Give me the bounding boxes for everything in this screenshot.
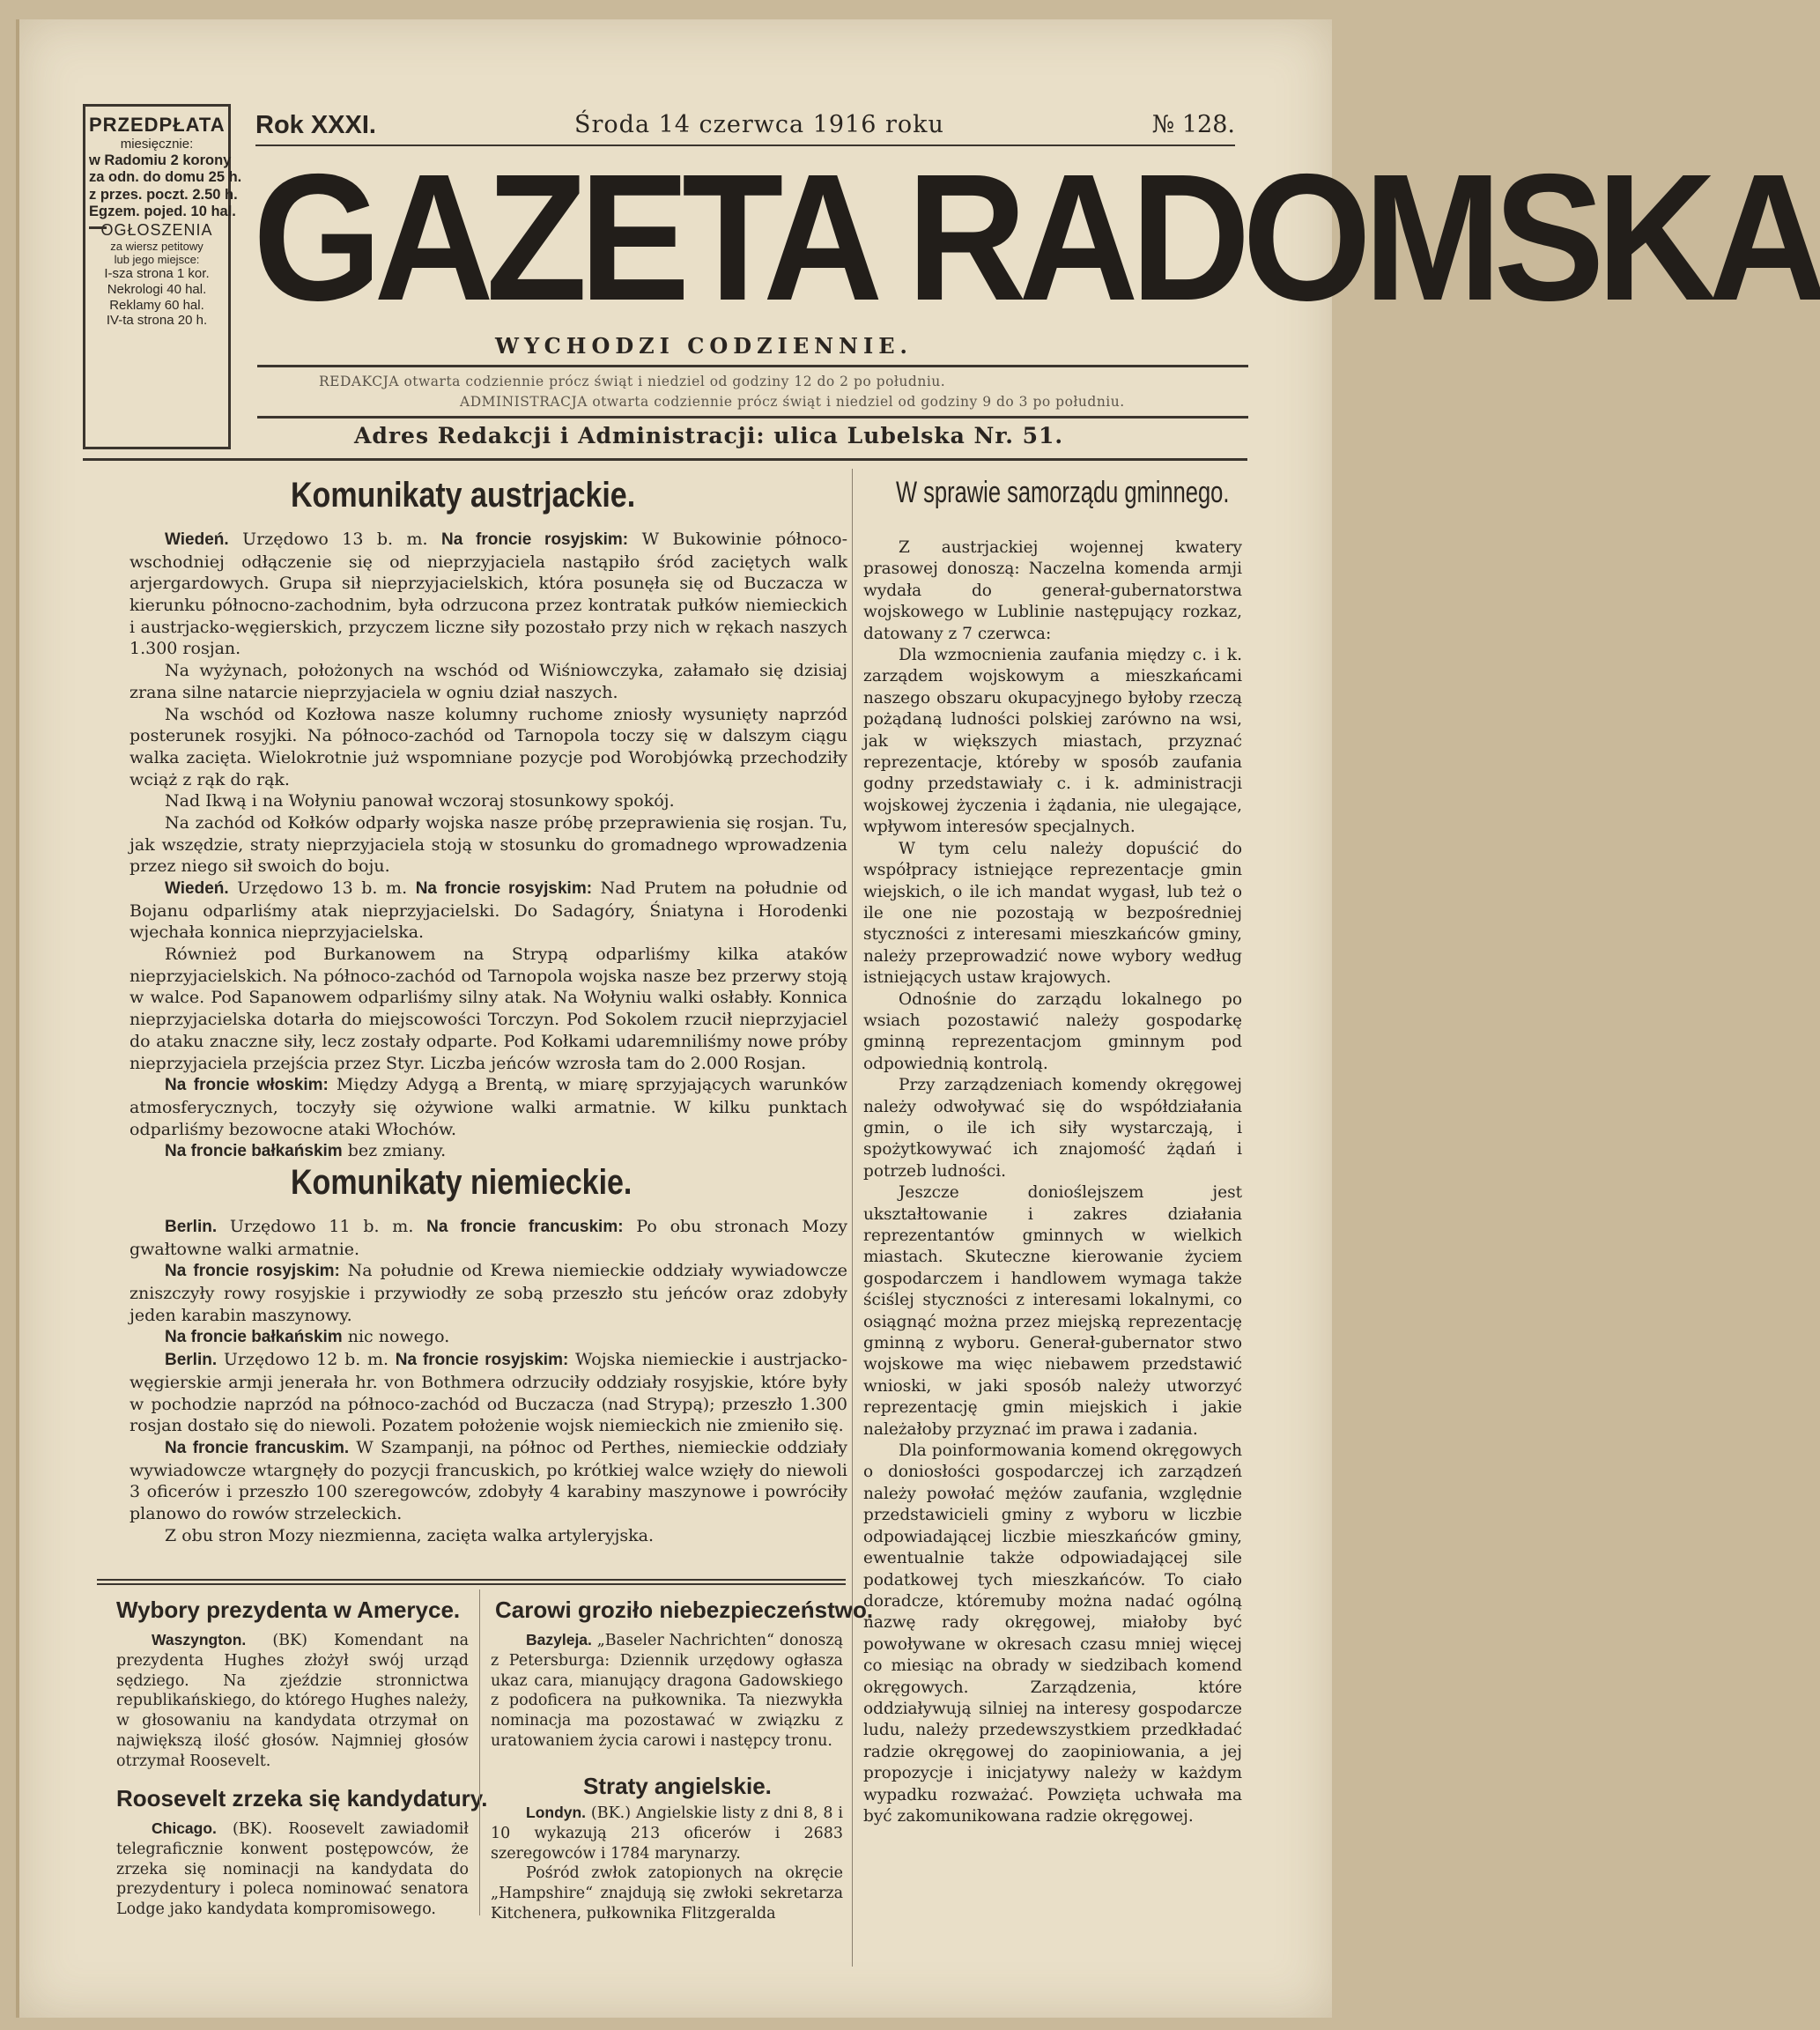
ads-line: Reklamy 60 hal. — [109, 297, 204, 313]
text: Urzędowo 12 b. m. — [217, 1350, 396, 1370]
paragraph: Nad Ikwą i na Wołyniu panował wczoraj stosunkowy spokój. — [165, 791, 675, 811]
headline-german: Komunikaty niemieckie. — [291, 1163, 633, 1202]
text: Nad Prutem na południe od Bojanu odparliśmy atak nieprzyjacielski. Do Sadagóry, Śniatyna i Horodenki wjechała konnica nieprzyjacielska. — [129, 878, 847, 943]
text: Urzędowo 13 b. m. — [228, 878, 416, 898]
subscription-line: Egzem. pojed. 10 hal. — [89, 204, 236, 220]
article-german — [129, 1216, 847, 1546]
paragraph: Pośród zwłok zatopionych na okręcie „Hampshire“ znajdują się zwłoki sekretarza Kitchenera, pułkownika Flitzgeralda — [491, 1864, 843, 1923]
volume-year: Rok XXXI. — [255, 111, 376, 139]
article-selfgov — [863, 537, 1242, 1827]
front-label: Na froncie rosyjskim: — [415, 879, 593, 898]
text: nic nowego. — [342, 1327, 450, 1347]
ads-line: I-sza strona 1 kor. — [104, 266, 210, 282]
subscription-line: z przes. poczt. 2.50 h. — [89, 186, 238, 203]
paragraph: Również pod Burkanowem na Strypą odparliśmy kilka ataków nieprzyjacielskich. Na północo-zachód od Tarnopola wojska nasze bez przerwy stoją w walce. Pod Sapanowem odparliśmy silny atak. Na Wołyniu walki osłabły. Konnica nieprzyjacielska dotarła do miejscowości Torczyn. Pod Sokolem rzucił nieprzyjaciel do ataku znaczne siły, lecz zostały odparte. Pod Kołkami udaremniliśmy nowe próby nieprzyjaciela przejścia przez Styr. Liczba jeńców wzrosła tam do 2.000 Rosjan. — [129, 945, 847, 1073]
header-rule — [257, 365, 1248, 367]
headline-losses: Straty angielskie. — [583, 1773, 772, 1799]
paragraph: Z austrjackiej wojennej kwatery prasowej donoszą: Naczelna komenda armji wydała do generał-gubernatorstwa wojskowego w Lublinie następujący rozkaz, datowany z 7 czerwca: — [863, 538, 1242, 643]
text: Urzędowo 11 b. m. — [217, 1217, 427, 1236]
headline-austrian: Komunikaty austrjackie. — [291, 476, 636, 515]
address-line: Adres Redakcji i Administracji: ulica Lubelska Nr. 51. — [354, 423, 1064, 448]
headline-selfgov: W sprawie samorządu gminnego. — [896, 476, 1230, 509]
tagline: WYCHODZI CODZIENNIE. — [495, 333, 913, 359]
paragraph: Odnośnie do zarządu lokalnego po wsiach pozostawić należy gospodarkę gminną reprezentacjom gminnym pod odpowiednią kontrolą. — [863, 989, 1242, 1073]
headline-roosevelt: Roosevelt zrzeka się kandydatury. — [116, 1785, 488, 1811]
front-label: Na froncie francuskim: — [426, 1218, 624, 1236]
newspaper-page — [16, 19, 1820, 2018]
front-label: Na froncie rosyjskim: — [395, 1351, 569, 1370]
place-label: Wiedeń. — [165, 530, 229, 549]
admin-hours: ADMINISTRACJA otwarta codziennie prócz świąt i niedziel od godziny 9 do 3 po południu. — [460, 394, 1125, 410]
text: Między Adygą a Brentą, w miarę sprzyjających warunków atmosferycznych, toczyły się ożywione walki armatnie. W kilku punktach odparliśmy bezowocne ataki Włochów. — [129, 1075, 847, 1139]
text: Urzędowo 13 b. m. — [228, 530, 442, 549]
ads-line: Nekrologi 40 hal. — [107, 282, 207, 298]
text: bez zmiany. — [342, 1141, 447, 1161]
front-label: Na froncie rosyjskim: — [165, 1262, 340, 1281]
text: (BK.) Angielskie listy z dni 8, 8 i 10 wykazują 213 oficerów i 2683 szeregowców i 1784 marynarzy. — [491, 1804, 843, 1863]
text: Na południe od Krewa niemieckie oddziały wywiadowcze zniszczyły rowy rosyjskie i przywiodły ze sobą przeszło stu jeńców oraz zdobyły jeden karabin maszynowy. — [129, 1261, 847, 1325]
place-label: Waszyngton. — [152, 1631, 247, 1648]
divider — [89, 226, 107, 229]
text: W Szampanji, na północ od Perthes, niemieckie oddziały wywiadowcze wtargnęły do pozycji francuskich, po krótkiej walce wzięły do niewoli 3 oficerów i przeszło 100 szeregowców, zdobyły 4 karabiny maszynowe i powróciły planowo do rowów strzeleckich. — [129, 1437, 848, 1523]
text: Po obu stronach Mozy gwałtowne walki armatnie. — [129, 1217, 847, 1259]
place-label: Wiedeń. — [165, 879, 229, 898]
headline-elections: Wybory prezydenta w Ameryce. — [116, 1597, 461, 1623]
text: Wojska niemieckie i austrjacko-węgierskie armji jenerała hr. von Bothmera odrzuciły oddziały rosyjskie, które były w pochodzie naprzód na północo-zachód od Buczacza (nad Strypą); przeszło 1.300 rosjan dostało się do niewoli. Pozatem położenie wojsk niemieckich nie zmieniło się. — [129, 1350, 847, 1436]
subscription-title: PRZEDPŁATA — [89, 114, 226, 136]
text: „Baseler Nachrichten“ donoszą z Petersburga: Dziennik urzędowy ogłasza ukaz cara, mianujący dragona Gadowskiego z podoficera na pułkownika. Ta niezwykła nominacja ma pozostawać w związku z uratowaniem życia carowi i następcy tronu. — [491, 1632, 843, 1750]
subscription-line: w Radomiu 2 korony — [89, 152, 232, 168]
paragraph: W tym celu należy dopuścić do współpracy istniejące reprezentacje gmin wiejskich, o ile ich mandat wygasł, lub też o ile one nie pozostają w bezpośredniej styczności z interesami mieszkańców gminy, należy przeprowadzić nowe wybory według istniejących ustaw krajowych. — [863, 839, 1242, 988]
column-divider — [852, 469, 853, 1967]
place-label: Berlin. — [165, 1351, 218, 1370]
headline-tsar: Carowi groziło niebezpieczeństwo. — [495, 1597, 874, 1623]
header-rule — [257, 416, 1248, 419]
masthead-title: GAZETA RADOMSKA — [253, 137, 1820, 338]
column-divider — [479, 1589, 480, 1915]
text: (BK) Komendant na prezydenta Hughes złożył swój urząd sędziego. Na zjeździe stronnictwa republikańskiego, do którego Hughes należy, w głosowaniu na kandydata otrzymał on największą ilość głosów. Najmniej głosów otrzymał Roosevelt. — [116, 1632, 469, 1770]
paragraph: Jeszcze donioślejszem jest ukształtowanie i zakres działania reprezentantów gminnych w wielkich miastach. Skuteczne kierowanie życiem gospodarczem i handlowem wymaga także ściślej styczności z interesami lokalnymi, co osiągnąć można przez miejską reprezentację gminną z wyboru. Generał-gubernator stwo wojskowe ma więc niebawem przedstawić wnioski, w jaki sposób należy utworzyć reprezentację gmin miejskich i jakie należałoby przyznać im prawa i zadania. — [863, 1183, 1242, 1439]
place-label: Bazyleja. — [526, 1631, 592, 1648]
subscription-line: za odn. do domu 25 h. — [89, 169, 242, 186]
subscription-box — [83, 104, 242, 449]
editorial-hours: REDAKCJA otwarta codziennie prócz świąt i niedziel od godziny 12 do 2 po południu. — [319, 374, 946, 389]
front-label: Na froncie włoskim: — [165, 1076, 329, 1095]
text: (BK). Roosevelt zawiadomił telegraficznie konwent postępowców, że zrzeka się nominacji na kandydata do prezydentury i poleca nominować senatora Lodge jako kandydata kompromisowego. — [116, 1820, 469, 1918]
front-label: Na froncie bałkańskim — [165, 1142, 343, 1161]
place-label: Londyn. — [526, 1804, 587, 1821]
article-roosevelt — [116, 1819, 469, 1920]
section-rule — [97, 1579, 846, 1585]
paragraph: Dla poinformowania komend okręgowych o doniosłości gospodarczej ich zarządzeń należy powołać mężów zaufania, względnie przedstawicieli gminy z wyboru w liczbie odpowiadającej liczbie mieszkańców gminy, ewentualnie także odpowiadającej sile podatkowej tych mieszkańców. To ciało doradcze, któremuby można nadać ogólną nazwę rady okręgowej, miałoby być powoływane w okresach czasu mniej więcej co miesiąc na obrady w siedzibach komend okręgowych. Zarządzenia, które oddziaływują silniej na interesy gospodarcze ludu, należy przedewszystkiem przedkładać radzie okręgowej do zaopiniowania, a jej propozycje i inicjatywy należy w każdym wypadku rozważać. Powzięta uchwała ma być zakomunikowana radzie okręgowej. — [863, 1441, 1242, 1826]
ads-line: lub jego miejsce: — [114, 253, 200, 267]
issue-date: Środa 14 czerwca 1916 roku — [574, 111, 944, 138]
ads-line: IV-ta strona 20 h. — [106, 313, 208, 329]
ads-line: za wiersz petitowy — [110, 239, 203, 253]
issue-number: № 128. — [1151, 111, 1235, 138]
front-label: Na froncie rosyjskim: — [441, 530, 629, 549]
header-rule — [83, 458, 1247, 461]
paragraph: Przy zarządzeniach komendy okręgowej należy odwoływać się do współdziałania gmin, o ile ich siły wystarczają, i spożytkowywać ich znajomość żądań i potrzeb ludności. — [863, 1076, 1242, 1181]
paragraph: Dla wzmocnienia zaufania między c. i k. zarządem wojskowym a mieszkańcami naszego obszaru okupacyjnego byłoby rzeczą pożądaną ludności polskiej zarówno na wsi, jak w większych miastach, przyznać reprezentacje, któreby w sposób zaufania godny przedstawiały c. i k. administracji wojskowej życzenia i żądania, nie ulegające, wpływom interesów specjalnych. — [863, 646, 1242, 837]
front-label: Na froncie bałkańskim — [165, 1328, 343, 1347]
subscription-line: miesięcznie: — [120, 136, 194, 152]
article-austrian — [129, 529, 847, 1163]
place-label: Chicago. — [152, 1819, 217, 1837]
text: W Bukowinie północo-wschodniej odłączenie się od nieprzyjaciela nastąpiło śród zaciętych walk arjergardowych. Grupa sił nieprzyjacielskich, która posunęła się od Buczacza w kierunku północno-zachodnim, była odrzucona przez kontratak pułków niemieckich i austrjacko-węgierskich, przyczem liczne siły pozostało przy nich w rękach naszych 1.300 rosjan. — [129, 530, 847, 659]
article-elections — [116, 1630, 469, 1771]
ads-title: OGŁOSZENIA — [100, 220, 213, 239]
paragraph: Na zachód od Kołków odparły wojska nasze próbę przeprawienia się rosjan. Tu, jak wszędzie, straty nieprzyjaciela stoją w stosunku do gromadnego wprowadzenia przez niego sił swoich do boju. — [129, 812, 847, 877]
front-label: Na froncie francuskim. — [165, 1438, 350, 1457]
place-label: Berlin. — [165, 1218, 218, 1236]
paragraph: Na wyżynach, położonych na wschód od Wiśniowczyka, załamało się dzisiaj zrana silne natarcie nieprzyjaciela w ogniu dział naszych. — [129, 661, 847, 702]
paragraph: Z obu stron Mozy niezmienna, zacięta walka artyleryjska. — [165, 1525, 655, 1545]
article-losses — [491, 1803, 843, 1924]
article-tsar — [491, 1630, 843, 1752]
paragraph: Na wschód od Kozłowa nasze kolumny ruchome zniosły wysunięty naprzód posterunek rosyjki. Na północo-zachód od Tarnopola toczy się w dalszym ciągu walka zacięta. Wielokrotnie już wspomniane pozycje pod Worobjówką przechodziły wciąż z rąk do rąk. — [129, 704, 847, 789]
